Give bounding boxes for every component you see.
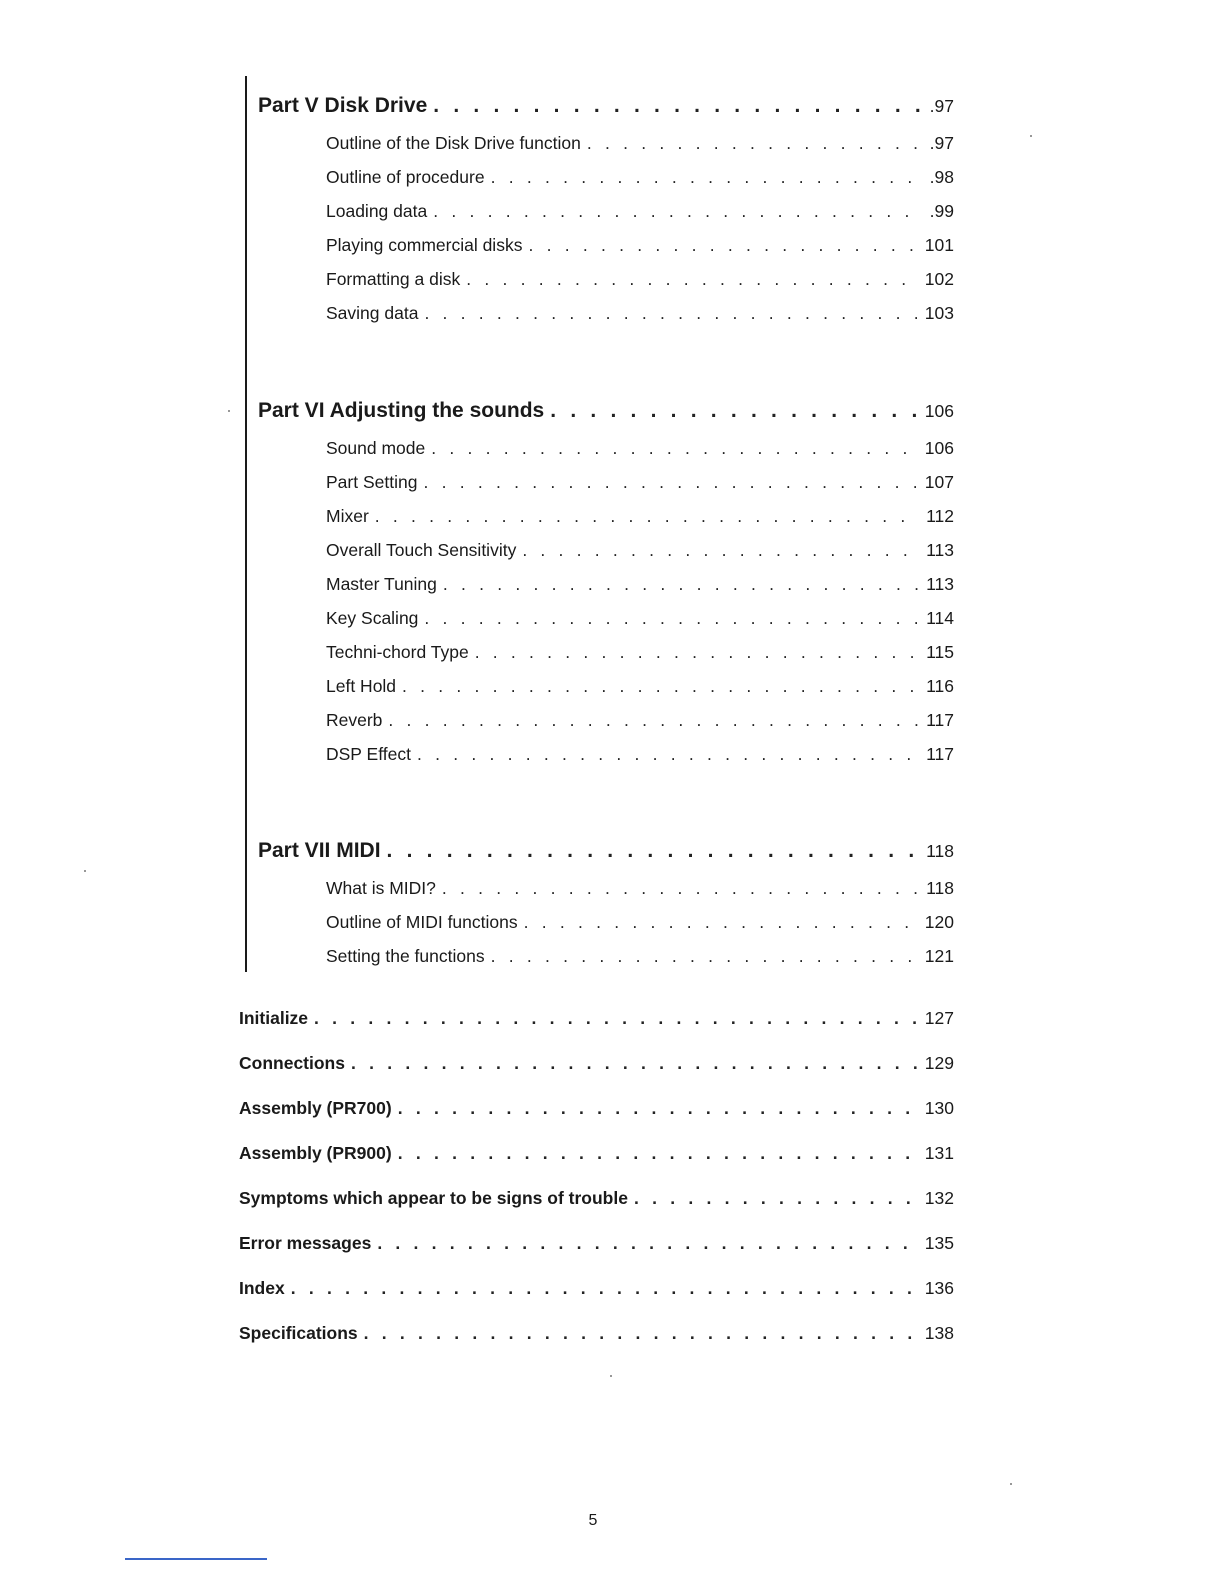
page-ref: 129 [924,1053,954,1073]
dot-leader [402,676,920,697]
toc-entry[interactable] [326,201,954,222]
page-ref: 136 [924,1278,954,1298]
page-ref: 117 [926,710,954,730]
page-number: 5 [588,1512,598,1529]
entry-label: Reverb [326,710,383,730]
entry-label: Overall Touch Sensitivity [326,540,517,560]
section-label: Initialize [239,1008,309,1028]
page-ref: 102 [924,269,954,289]
toc-entry[interactable] [326,946,954,967]
dot-leader [524,912,919,933]
toc-section-index[interactable] [239,1278,954,1299]
dot-leader [433,94,923,118]
dot-leader [431,438,919,459]
section-label: Specifications [239,1323,358,1343]
dot-leader [377,1233,918,1254]
entry-label: Key Scaling [326,608,419,628]
toc-entry[interactable] [326,878,954,899]
dot-leader [364,1323,919,1344]
toc-entry[interactable] [326,235,954,256]
page-ref: .97 [929,133,954,153]
page-ref: 107 [924,472,954,492]
scan-speck [84,870,86,872]
page-ref: 135 [924,1233,954,1253]
scan-speck [610,1375,612,1377]
entry-label: Saving data [326,303,419,323]
entry-label: Setting the functions [326,946,485,966]
toc-entry[interactable] [326,303,954,324]
dot-leader [587,133,924,154]
dot-leader [550,399,919,423]
dot-leader [466,269,919,290]
scan-speck [1030,135,1032,137]
toc-entry[interactable] [326,540,954,561]
toc-entry[interactable] [326,472,954,493]
page-ref: 113 [926,540,954,560]
entry-label: What is MIDI? [326,878,436,898]
toc-section-connections[interactable] [239,1053,954,1074]
toc-section-symptoms[interactable] [239,1188,954,1209]
part-title: Part VI Adjusting the sounds [258,399,545,422]
dot-leader [433,201,923,222]
toc-part-adjusting-sounds[interactable] [258,399,954,423]
page-ref: 112 [926,506,954,526]
toc-entry[interactable] [326,574,954,595]
dot-leader [634,1188,919,1209]
page-ref: 106 [924,438,954,458]
dot-leader [388,710,920,731]
dot-leader [423,472,918,493]
page-ref: 138 [924,1323,954,1343]
toc-part-disk-drive[interactable] [258,94,954,118]
part-title: Part VII MIDI [258,839,381,862]
page-ref: 117 [926,744,954,764]
dot-leader [475,642,920,663]
toc-section-assembly-pr900[interactable] [239,1143,954,1164]
dot-leader [528,235,918,256]
toc-entry[interactable] [326,912,954,933]
page-ref: .99 [929,201,954,221]
page-ref: 118 [926,841,954,861]
page-ref: 101 [924,235,954,255]
entry-label: Techni-chord Type [326,642,469,662]
scan-speck [1010,1483,1012,1485]
section-label: Connections [239,1053,345,1073]
dot-leader [491,167,924,188]
page-ref: 114 [926,608,954,628]
entry-label: DSP Effect [326,744,411,764]
page-ref: 131 [924,1143,954,1163]
toc-section-initialize[interactable] [239,1008,954,1029]
toc-entry[interactable] [326,744,954,765]
toc-entry[interactable] [326,133,954,154]
entry-label: Outline of MIDI functions [326,912,518,932]
dot-leader [522,540,920,561]
page-ref: 132 [924,1188,954,1208]
toc-entry[interactable] [326,269,954,290]
section-label: Assembly (PR900) [239,1143,392,1163]
page-ref: .97 [929,96,954,116]
page-ref: 116 [926,676,954,696]
entry-label: Sound mode [326,438,426,458]
dot-leader [424,303,918,324]
dot-leader [417,744,920,765]
dot-leader [314,1008,919,1029]
toc-entry[interactable] [326,506,954,527]
section-label: Assembly (PR700) [239,1098,392,1118]
dot-leader [291,1278,919,1299]
link-underline[interactable] [125,1558,267,1560]
toc-section-assembly-pr700[interactable] [239,1098,954,1119]
dot-leader [442,878,920,899]
page-ref: 106 [924,401,954,421]
toc-part-midi[interactable] [258,839,954,863]
toc-entry[interactable] [326,710,954,731]
dot-leader [443,574,920,595]
entry-label: Playing commercial disks [326,235,523,255]
page-ref: 127 [924,1008,954,1028]
entry-label: Outline of the Disk Drive function [326,133,581,153]
toc-section-error-messages[interactable] [239,1233,954,1254]
page-ref: 115 [926,642,954,662]
section-label: Error messages [239,1233,372,1253]
page-ref: 121 [924,946,954,966]
entry-label: Left Hold [326,676,397,696]
page-ref: 130 [924,1098,954,1118]
toc-entry[interactable] [326,438,954,459]
entry-label: Loading data [326,201,428,221]
entry-label: Mixer [326,506,369,526]
section-label: Index [239,1278,285,1298]
dot-leader [375,506,920,527]
dot-leader [424,608,920,629]
scan-speck [228,410,230,412]
dot-leader [351,1053,919,1074]
entry-label: Master Tuning [326,574,437,594]
part-margin-rule [245,76,247,972]
entry-label: Formatting a disk [326,269,461,289]
page-ref: 118 [926,878,954,898]
page-ref: 113 [926,574,954,594]
dot-leader [491,946,919,967]
dot-leader [387,839,921,863]
toc-entry[interactable] [326,642,954,663]
part-title: Part V Disk Drive [258,94,428,117]
page-ref: .98 [929,167,954,187]
toc-entry[interactable] [326,608,954,629]
dot-leader [398,1143,919,1164]
entry-label: Outline of procedure [326,167,485,187]
page-ref: 120 [924,912,954,932]
toc-section-specifications[interactable] [239,1323,954,1344]
toc-entry[interactable] [326,676,954,697]
dot-leader [398,1098,919,1119]
page-ref: 103 [924,303,954,323]
toc-entry[interactable] [326,167,954,188]
section-label: Symptoms which appear to be signs of trouble [239,1188,628,1208]
entry-label: Part Setting [326,472,418,492]
